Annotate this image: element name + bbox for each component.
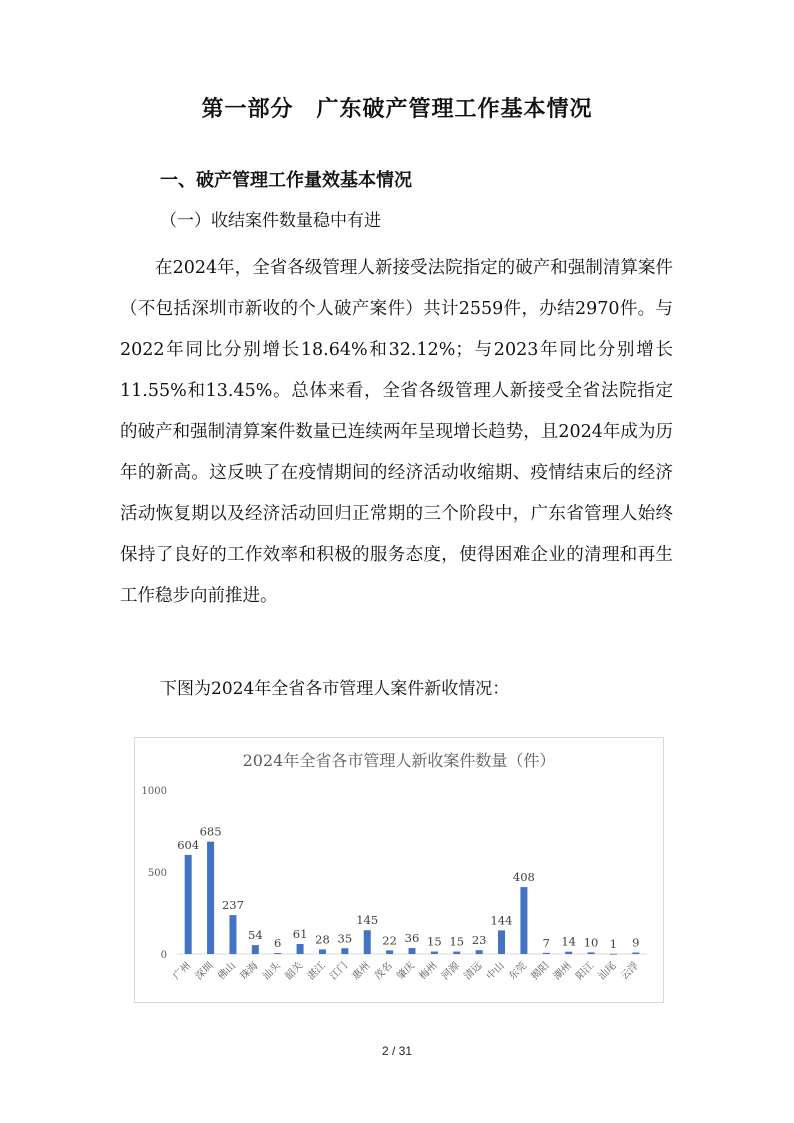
x-tick-label: 肇庆 — [395, 960, 418, 983]
bar-chart-svg — [135, 738, 663, 1002]
bar — [476, 950, 483, 954]
x-tick-label: 揭阳 — [529, 960, 552, 983]
bar — [588, 952, 595, 954]
data-label: 1 — [609, 936, 618, 951]
data-label: 145 — [356, 913, 379, 928]
section-heading: 一、破产管理工作量效基本情况 — [160, 170, 412, 191]
x-tick-label: 江门 — [328, 960, 350, 983]
x-tick-label: 中山 — [484, 960, 507, 983]
data-label: 15 — [449, 934, 465, 949]
data-label: 15 — [427, 934, 442, 949]
bar — [207, 842, 214, 954]
bar — [520, 887, 527, 954]
y-tick-label: 0 — [160, 950, 167, 961]
data-label: 54 — [248, 928, 263, 943]
data-label: 9 — [632, 935, 640, 950]
bar — [409, 948, 416, 954]
x-tick-label: 东莞 — [507, 960, 530, 983]
bar — [297, 944, 304, 954]
x-tick-label: 梅州 — [417, 960, 440, 983]
data-label: 604 — [177, 837, 200, 852]
data-label: 408 — [512, 870, 535, 885]
bar — [431, 952, 438, 954]
chart-title: 2024年全省各市管理人新收案件数量（件） — [242, 751, 556, 770]
bar — [364, 930, 371, 954]
x-tick-label: 阳江 — [574, 960, 597, 983]
x-tick-label: 湛江 — [305, 960, 328, 983]
data-label: 36 — [404, 931, 420, 946]
x-tick-label: 清远 — [462, 960, 485, 983]
bar — [341, 948, 348, 954]
chart-intro-text: 下图为2024年全省各市管理人案件新收情况： — [160, 679, 510, 699]
x-tick-label: 韶关 — [283, 960, 306, 983]
data-label: 61 — [292, 926, 308, 941]
bar — [565, 952, 572, 954]
bar — [498, 930, 505, 954]
bar — [386, 950, 393, 954]
data-label: 144 — [490, 913, 513, 928]
x-tick-label: 深圳 — [193, 960, 216, 983]
x-tick-label: 珠海 — [238, 960, 261, 983]
y-tick-label: 1000 — [141, 786, 167, 797]
y-tick-label: 500 — [147, 868, 167, 879]
x-tick-label: 惠州 — [350, 960, 373, 983]
data-label: 23 — [471, 933, 487, 948]
x-tick-label: 汕头 — [260, 960, 283, 983]
bar — [229, 915, 236, 954]
bar — [252, 945, 259, 954]
x-tick-label: 潮州 — [551, 960, 574, 983]
data-label: 6 — [274, 936, 282, 951]
sub-heading: （一）收结案件数量稳中有进 — [160, 211, 381, 231]
page-title: 第一部分 广东破产管理工作基本情况 — [201, 97, 593, 122]
x-tick-label: 佛山 — [216, 960, 239, 983]
bar-chart — [134, 737, 664, 1003]
body-paragraph-text: 在2024年，全省各级管理人新接受法院指定的破产和强制清算案件（不包括深圳市新收的个人破产案件）共计2559件，办结2970件。与2022年同比分别增长18.64%和32.12%；与2023年同比分别增长11.55%和13.45%。总体来看，全省各级管理人新接受全省法院指定的破产和强制清算案件数量已连续两年呈现增长趋势，且2024年成为历年的新高。这反映了在疫情期间的经济活动收缩期、疫情结束后的经济活动恢复期以及经济活动回归正常期的三个阶段中，广东省管理人始终保持了良好的工作效率和积极的服务态度，使得困难企业的清理和再生工作稳步向前推进。 — [120, 258, 673, 606]
bar — [610, 954, 617, 955]
x-tick-label: 茂名 — [372, 960, 395, 983]
body-paragraph — [120, 248, 673, 617]
bar — [632, 953, 639, 954]
data-label: 7 — [542, 935, 550, 950]
data-label: 237 — [221, 898, 244, 913]
bar — [319, 949, 326, 954]
x-tick-label: 云浮 — [619, 960, 641, 983]
x-tick-label: 汕尾 — [596, 960, 619, 983]
bar — [185, 855, 192, 954]
data-label: 685 — [199, 824, 222, 839]
data-label: 22 — [382, 933, 397, 948]
data-label: 35 — [337, 931, 353, 946]
x-tick-label: 河源 — [439, 960, 462, 983]
bar — [543, 953, 550, 954]
bar — [274, 953, 281, 954]
data-label: 14 — [561, 934, 576, 949]
x-tick-label: 广州 — [171, 960, 194, 983]
data-label: 28 — [315, 932, 330, 947]
bar — [453, 952, 460, 954]
data-label: 10 — [583, 935, 599, 950]
page-number: 2 / 31 — [381, 1044, 413, 1058]
